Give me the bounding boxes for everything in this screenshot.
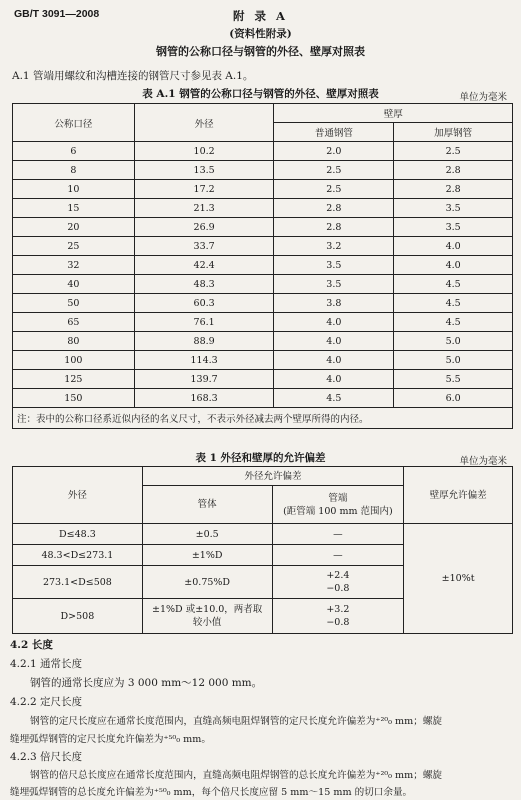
section-4-2-3-text-1: 钢管的倍尺总长度应在通常长度范围内，直缝高频电阻焊钢管的总长度允许偏差为⁺²⁰₀ mm；螺旋	[30, 770, 443, 781]
nominal-cell: 15	[13, 199, 135, 218]
nominal-cell: 20	[13, 218, 135, 237]
t1-row2-od: 48.3<D≤273.1	[13, 545, 143, 566]
normal-wall-cell: 2.5	[274, 180, 394, 199]
od-cell: 13.5	[134, 161, 274, 180]
header-normal: 普通钢管	[274, 123, 394, 142]
thick-wall-cell: 4.0	[394, 256, 513, 275]
clause-a1: A.1 管端用螺纹和沟槽连接的钢管尺寸参见表 A.1。	[12, 70, 254, 82]
table-a1	[12, 103, 513, 429]
normal-wall-cell: 2.0	[274, 142, 394, 161]
t1-row3-body: ±0.75%D	[142, 566, 272, 599]
od-cell: 139.7	[134, 370, 274, 389]
nominal-cell: 8	[13, 161, 135, 180]
t1-row3-end	[272, 566, 404, 599]
normal-wall-cell: 3.2	[274, 237, 394, 256]
od-cell: 21.3	[134, 199, 274, 218]
od-cell: 88.9	[134, 332, 274, 351]
thick-wall-cell: 4.5	[394, 313, 513, 332]
nominal-cell: 32	[13, 256, 135, 275]
table-1	[12, 466, 513, 634]
appendix-label: 附 录 A	[233, 9, 288, 23]
od-cell: 17.2	[134, 180, 274, 199]
od-cell: 10.2	[134, 142, 274, 161]
nominal-cell: 6	[13, 142, 135, 161]
t1-row1-od: D≤48.3	[13, 524, 143, 545]
appendix-type: (资料性附录)	[229, 28, 292, 40]
table-row	[13, 275, 513, 294]
od-cell: 42.4	[134, 256, 274, 275]
header-nominal: 公称口径	[13, 104, 135, 142]
thick-wall-cell: 5.5	[394, 370, 513, 389]
table-row	[13, 256, 513, 275]
t1-row4-od: D>508	[13, 599, 143, 634]
section-4-2-2-text-2: 缝埋弧焊钢管的定尺长度允许偏差为⁺⁵⁰₀ mm。	[10, 734, 211, 745]
thick-wall-cell: 2.8	[394, 180, 513, 199]
normal-wall-cell: 3.5	[274, 275, 394, 294]
table-1-caption: 表 1 外径和壁厚的允许偏差	[195, 452, 326, 464]
nominal-cell: 25	[13, 237, 135, 256]
header-wall: 壁厚	[274, 104, 513, 123]
table-row	[13, 199, 513, 218]
table-row	[13, 332, 513, 351]
section-4-2-heading: 4.2 长度	[10, 639, 53, 651]
section-4-2-1-text: 钢管的通常长度应为 3 000 mm～12 000 mm。	[30, 677, 263, 689]
table-row	[13, 218, 513, 237]
table-row	[13, 294, 513, 313]
t1-header-end-sub: (距管端 100 mm 范围内)	[283, 505, 393, 517]
t1-header-end-label: 管端	[328, 492, 348, 504]
t1-row4-end-plus: +3.2	[326, 604, 350, 615]
table-1-unit: 单位为毫米	[459, 456, 507, 467]
t1-row3-end-plus: +2.4	[326, 570, 350, 581]
t1-row1-end: —	[272, 524, 404, 545]
table-row	[13, 142, 513, 161]
t1-row4-body-line2: 较小值	[192, 617, 222, 628]
od-cell: 26.9	[134, 218, 274, 237]
section-4-2-1-heading: 4.2.1 通常长度	[10, 658, 83, 670]
thick-wall-cell: 2.5	[394, 142, 513, 161]
t1-row4-body-line1: ±1%D 或±10.0，两者取	[152, 604, 263, 615]
od-cell: 168.3	[134, 389, 274, 408]
normal-wall-cell: 4.0	[274, 351, 394, 370]
od-cell: 76.1	[134, 313, 274, 332]
thick-wall-cell: 4.5	[394, 294, 513, 313]
od-cell: 33.7	[134, 237, 274, 256]
section-4-2-2-text-1: 钢管的定尺长度应在通常长度范围内，直缝高频电阻焊钢管的定尺长度允许偏差为⁺²⁰₀ mm；螺旋	[30, 716, 443, 727]
table-a1-caption	[0, 86, 521, 101]
t1-header-end	[272, 486, 404, 524]
t1-row4-end	[272, 599, 404, 634]
normal-wall-cell: 4.0	[274, 370, 394, 389]
t1-header-od-tol: 外径允许偏差	[142, 467, 403, 486]
normal-wall-cell: 3.5	[274, 256, 394, 275]
normal-wall-cell: 4.0	[274, 313, 394, 332]
thick-wall-cell: 6.0	[394, 389, 513, 408]
thick-wall-cell: 5.0	[394, 351, 513, 370]
normal-wall-cell: 4.0	[274, 332, 394, 351]
normal-wall-cell: 2.8	[274, 218, 394, 237]
t1-row1-body: ±0.5	[142, 524, 272, 545]
table-row	[13, 351, 513, 370]
nominal-cell: 40	[13, 275, 135, 294]
t1-header-body: 管体	[142, 486, 272, 524]
normal-wall-cell: 2.5	[274, 161, 394, 180]
section-4-2-3-text-2: 缝埋弧焊钢管的总长度允许偏差为⁺⁵⁰₀ mm，每个倍尺长度应留 5 mm～15 mm 的切口余量。	[10, 787, 413, 798]
table-row	[13, 237, 513, 256]
t1-header-wall-tol: 壁厚允许偏差	[404, 467, 513, 524]
table-a1-unit: 单位为毫米	[459, 92, 507, 103]
normal-wall-cell: 4.5	[274, 389, 394, 408]
table-row	[13, 313, 513, 332]
t1-wall-tol-value: ±10%t	[404, 524, 513, 634]
nominal-cell: 80	[13, 332, 135, 351]
normal-wall-cell: 2.8	[274, 199, 394, 218]
table-row	[13, 370, 513, 389]
t1-row4-body	[142, 599, 272, 634]
thick-wall-cell: 3.5	[394, 218, 513, 237]
od-cell: 60.3	[134, 294, 274, 313]
table-row	[13, 161, 513, 180]
thick-wall-cell: 4.0	[394, 237, 513, 256]
t1-row4-end-minus: −0.8	[326, 617, 350, 628]
thick-wall-cell: 5.0	[394, 332, 513, 351]
table-a1-title: 表 A.1 钢管的公称口径与钢管的外径、壁厚对照表	[142, 88, 379, 100]
section-4-2-2-heading: 4.2.2 定尺长度	[10, 696, 83, 708]
header-thick: 加厚钢管	[394, 123, 513, 142]
thick-wall-cell: 4.5	[394, 275, 513, 294]
normal-wall-cell: 3.8	[274, 294, 394, 313]
t1-row2-body: ±1%D	[142, 545, 272, 566]
t1-row3-od: 273.1<D≤508	[13, 566, 143, 599]
appendix-title: 钢管的公称口径与钢管的外径、壁厚对照表	[156, 45, 365, 58]
t1-header-od: 外径	[13, 467, 143, 524]
section-4-2-3-heading: 4.2.3 倍尺长度	[10, 751, 83, 763]
t1-row3-end-minus: −0.8	[326, 583, 350, 594]
table-a1-note: 注：表中的公称口径系近似内径的名义尺寸，不表示外径减去两个壁厚所得的内径。	[13, 408, 513, 429]
thick-wall-cell: 3.5	[394, 199, 513, 218]
nominal-cell: 50	[13, 294, 135, 313]
table-row	[13, 389, 513, 408]
t1-row2-end: —	[272, 545, 404, 566]
nominal-cell: 150	[13, 389, 135, 408]
header-od: 外径	[134, 104, 274, 142]
nominal-cell: 65	[13, 313, 135, 332]
nominal-cell: 100	[13, 351, 135, 370]
nominal-cell: 10	[13, 180, 135, 199]
table-row	[13, 180, 513, 199]
od-cell: 114.3	[134, 351, 274, 370]
thick-wall-cell: 2.8	[394, 161, 513, 180]
od-cell: 48.3	[134, 275, 274, 294]
nominal-cell: 125	[13, 370, 135, 389]
standard-number: GB/T 3091—2008	[14, 8, 100, 20]
